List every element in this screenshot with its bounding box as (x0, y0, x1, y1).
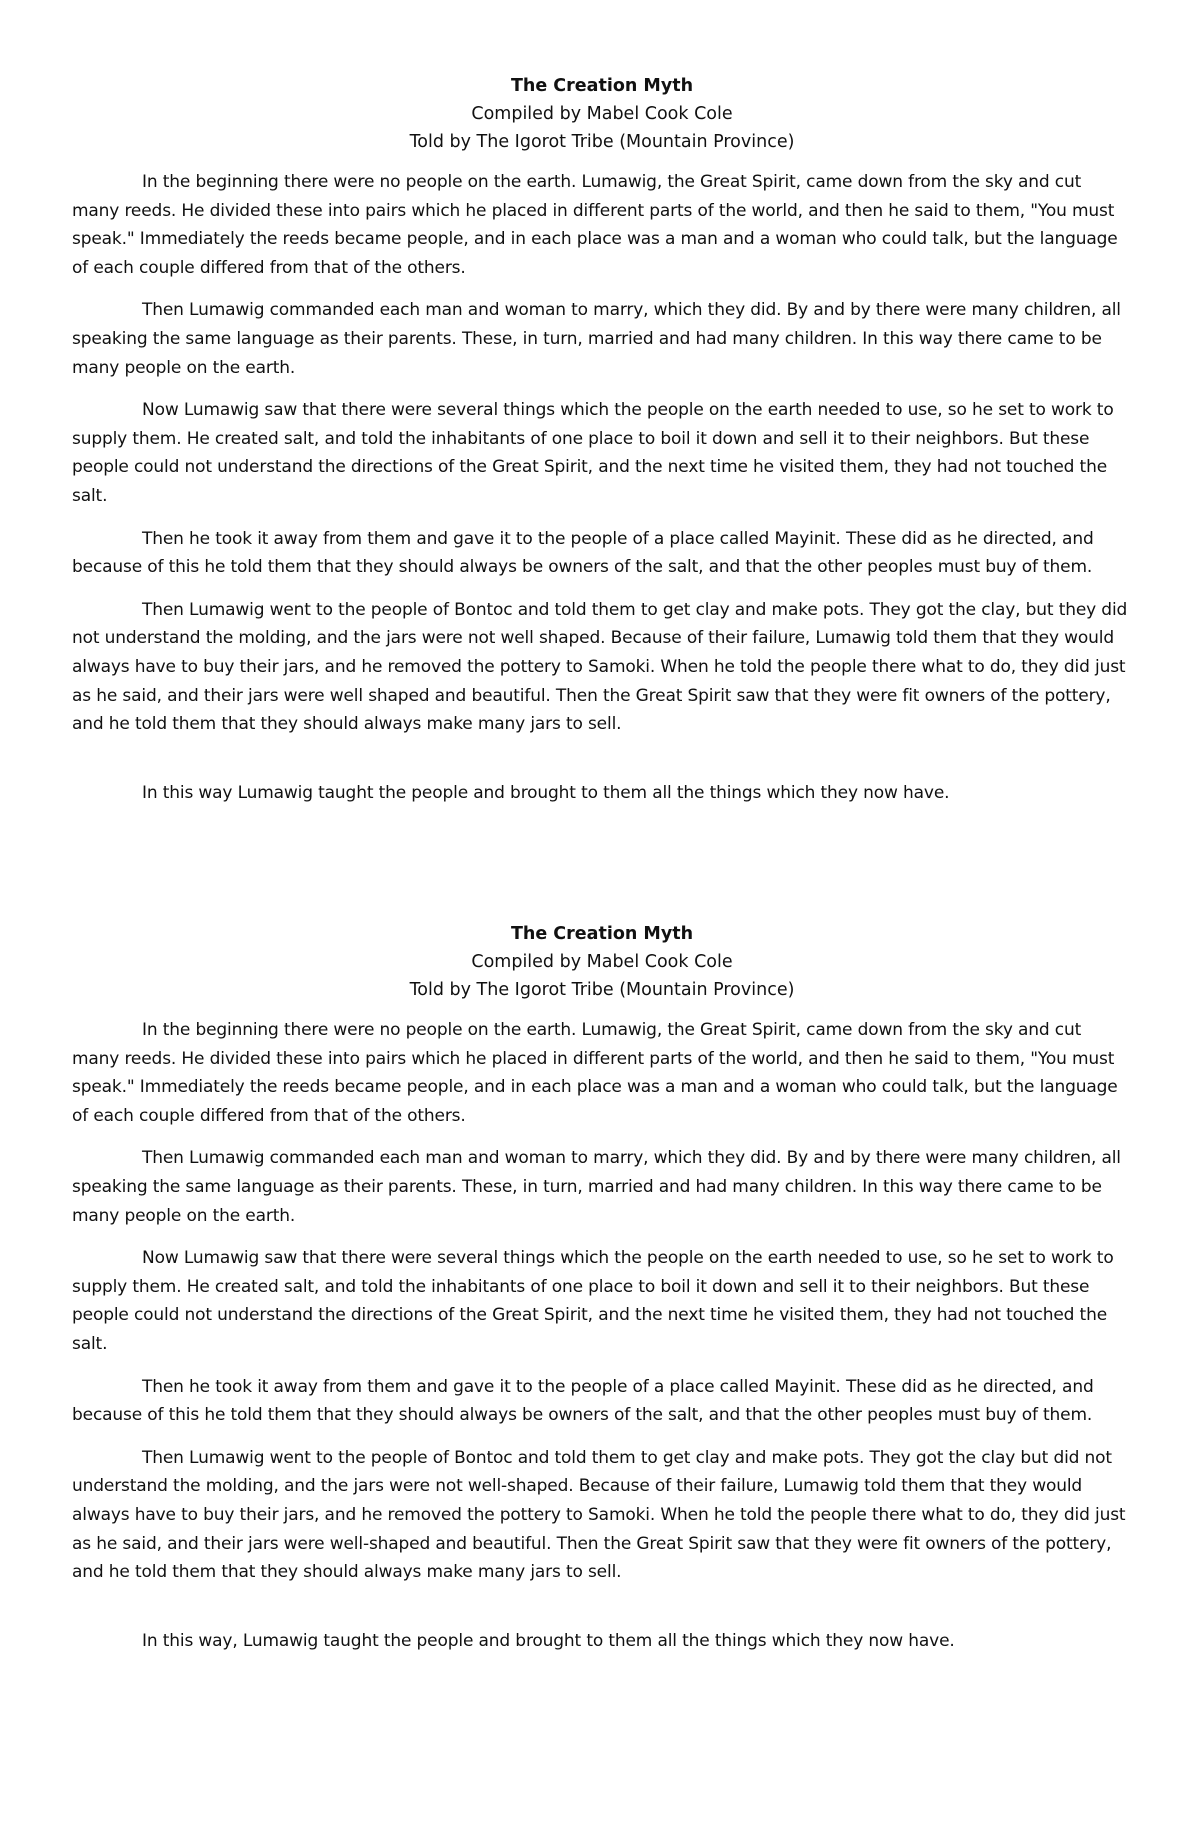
paragraph: Then he took it away from them and gave it to the people of a place called Mayinit. These did as he directed, and because of this he told them that they should always be owners of the salt, and that the other peoples must buy of them. (72, 528, 1094, 578)
story-title: The Creation Myth (510, 76, 694, 96)
paragraph: Then Lumawig commanded each man and woman to marry, which they did. By and by there were many children, all speaking the same language as their parents. These, in turn, married and had many children. In this way there came to be many people on the earth. (72, 1148, 1121, 1226)
story-title: The Creation Myth (510, 924, 694, 944)
story-section-2 (72, 920, 1132, 1669)
story-header (72, 72, 1132, 156)
closing-paragraph: In this way Lumawig taught the people and brought to them all the things which they now have. (142, 782, 950, 803)
compiled-by-line: Compiled by Mabel Cook Cole (471, 104, 733, 124)
paragraph: Then Lumawig went to the people of Bontoc and told them to get clay and make pots. They got the clay, but they did not understand the molding, and the jars were not well shaped. Because of their failure, Lumawig told them that they would always have to buy their jars, and he removed the pottery to Samoki. When he told the people there what to do, they did just as he said, and their jars were well shaped and beautiful. Then the Great Spirit saw that they were fit owners of the pottery, and he told them that they should always make many jars to sell. (72, 599, 1128, 735)
paragraph: Now Lumawig saw that there were several things which the people on the earth needed to use, so he set to work to supply them. He created salt, and told the inhabitants of one place to boil it down and sell it to their neighbors. But these people could not understand the directions of the Great Spirit, and the next time he visited them, they had not touched the salt. (72, 400, 1114, 506)
paragraph: Now Lumawig saw that there were several things which the people on the earth needed to use, so he set to work to supply them. He created salt, and told the inhabitants of one place to boil it down and sell it to their neighbors. But these people could not understand the directions of the Great Spirit, and the next time he visited them, they had not touched the salt. (72, 1248, 1114, 1354)
paragraph: Then Lumawig went to the people of Bontoc and told them to get clay and make pots. They got the clay but did not understand the molding, and the jars were not well-shaped. Because of their failure, Lumawig told them that they would always have to buy their jars, and he removed the pottery to Samoki. When he told the people there what to do, they did just as he said, and their jars were well-shaped and beautiful. Then the Great Spirit saw that they were fit owners of the pottery, and he told them that they should always make many jars to sell. (72, 1447, 1126, 1583)
story-header (72, 920, 1132, 1004)
story-section-1 (72, 72, 1132, 821)
told-by-line: Told by The Igorot Tribe (Mountain Province) (409, 980, 795, 1000)
closing-paragraph: In this way, Lumawig taught the people and brought to them all the things which they now have. (142, 1630, 955, 1651)
paragraph: Then Lumawig commanded each man and woman to marry, which they did. By and by there were many children, all speaking the same language as their parents. These, in turn, married and had many children. In this way there came to be many people on the earth. (72, 300, 1121, 378)
told-by-line: Told by The Igorot Tribe (Mountain Province) (409, 132, 795, 152)
paragraph: In the beginning there were no people on the earth. Lumawig, the Great Spirit, came down from the sky and cut many reeds. He divided these into pairs which he placed in different parts of the world, and then he said to them, "You must speak." Immediately the reeds became people, and in each place was a man and a woman who could talk, but the language of each couple differed from that of the others. (72, 172, 1118, 278)
compiled-by-line: Compiled by Mabel Cook Cole (471, 952, 733, 972)
paragraph: In the beginning there were no people on the earth. Lumawig, the Great Spirit, came down from the sky and cut many reeds. He divided these into pairs which he placed in different parts of the world, and then he said to them, "You must speak." Immediately the reeds became people, and in each place was a man and a woman who could talk, but the language of each couple differed from that of the others. (72, 1020, 1118, 1126)
paragraph: Then he took it away from them and gave it to the people of a place called Mayinit. These did as he directed, and because of this he told them that they should always be owners of the salt, and that the other peoples must buy of them. (72, 1376, 1094, 1426)
